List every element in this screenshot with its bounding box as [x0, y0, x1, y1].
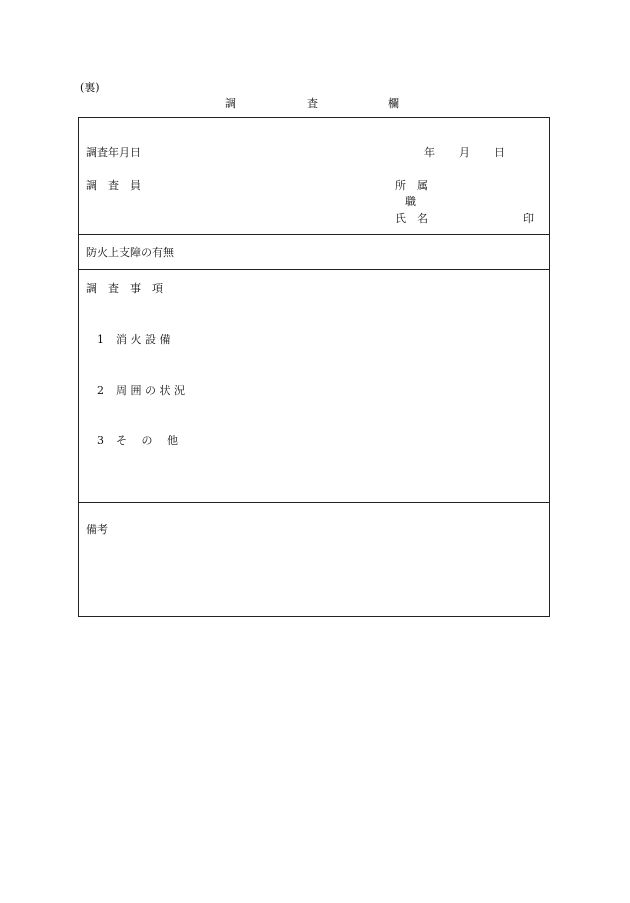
survey-items-heading: 調 査 事 項 — [86, 282, 163, 295]
divider-2 — [79, 269, 549, 270]
month-unit: 月 — [459, 146, 470, 159]
year-unit: 年 — [424, 146, 435, 159]
item-3-label: そ の 他 — [116, 434, 178, 447]
seal-label: 印 — [523, 212, 534, 225]
survey-form-table — [78, 117, 550, 617]
inspector-label: 調 査 員 — [86, 179, 141, 192]
name-label: 氏 名 — [395, 212, 428, 225]
survey-date-label: 調査年月日 — [86, 146, 141, 159]
item-1-number: 1 — [97, 333, 104, 346]
item-2-label: 周 囲 の 状 況 — [116, 384, 185, 397]
item-1-label: 消 火 設 備 — [116, 333, 171, 346]
divider-1 — [79, 234, 549, 235]
position-label: 職 — [405, 195, 416, 208]
side-marker: (裏) — [80, 81, 100, 94]
title-char-3: 欄 — [388, 97, 399, 110]
item-2-number: 2 — [97, 384, 104, 397]
fire-hazard-label: 防火上支障の有無 — [86, 246, 174, 259]
remarks-label: 備考 — [86, 523, 108, 536]
divider-3 — [79, 502, 549, 503]
item-3-number: 3 — [97, 434, 104, 447]
title-char-2: 査 — [307, 97, 318, 110]
title-char-1: 調 — [225, 97, 236, 110]
affiliation-label: 所 属 — [395, 179, 428, 192]
day-unit: 日 — [494, 146, 505, 159]
